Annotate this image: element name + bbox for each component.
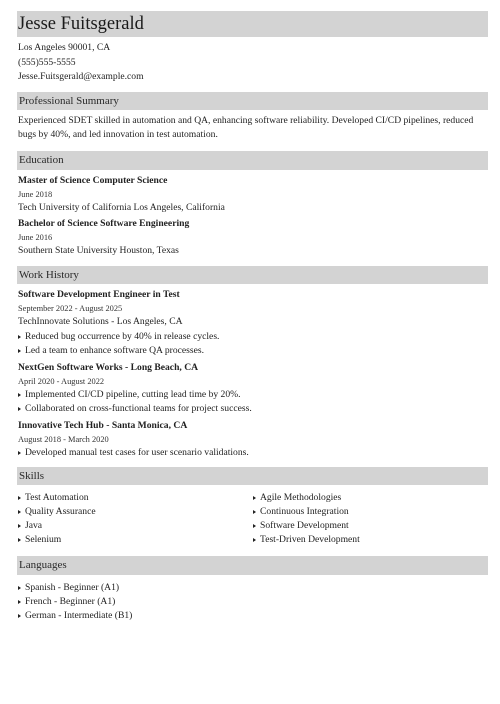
job-bullet <box>18 402 488 416</box>
degree-date: June 2016 <box>18 233 53 242</box>
bullet-icon <box>253 538 256 542</box>
skill-item <box>18 533 253 547</box>
job-date: August 2018 - March 2020 <box>18 434 109 444</box>
contact-phone: (555)555-5555 <box>18 56 76 68</box>
bullet-icon <box>18 510 21 514</box>
job-company: TechInnovate Solutions - Los Angeles, CA <box>18 316 183 327</box>
skill-item <box>253 491 488 505</box>
section-header-work-history: Work History <box>17 266 488 285</box>
bullet-icon <box>18 451 21 455</box>
skill-text: Test-Driven Development <box>260 534 360 545</box>
skill-text: Test Automation <box>25 492 89 503</box>
job-title: Innovative Tech Hub - Santa Monica, CA <box>18 419 188 431</box>
section-header-summary: Professional Summary <box>17 92 488 111</box>
job-bullet-text: Collaborated on cross-functional teams for project success. <box>25 402 252 414</box>
bullet-icon <box>18 586 21 590</box>
degree-school: Southern State University Houston, Texas <box>18 245 179 256</box>
degree-school: Tech University of California Los Angeles, California <box>18 201 225 213</box>
section-header-education: Education <box>17 151 488 170</box>
degree-title: Bachelor of Science Software Engineering <box>18 218 190 229</box>
skill-item <box>253 533 488 547</box>
job-title: NextGen Software Works - Long Beach, CA <box>18 361 199 373</box>
work-list <box>18 288 488 460</box>
skill-item <box>18 519 253 533</box>
bullet-icon <box>18 407 21 411</box>
bullet-icon <box>18 600 21 604</box>
bullet-icon <box>253 524 256 528</box>
language-item <box>18 609 488 623</box>
skill-text: Continuous Integration <box>260 506 349 517</box>
candidate-name: Jesse Fuitsgerald <box>18 14 144 34</box>
job-title: Software Development Engineer in Test <box>18 289 180 300</box>
language-item <box>18 595 488 609</box>
education-item <box>18 174 488 216</box>
language-item <box>18 581 488 595</box>
skill-item <box>18 491 253 505</box>
skills-left <box>18 491 253 547</box>
job-bullet <box>18 330 488 344</box>
contact-address: Los Angeles 90001, CA <box>18 42 111 53</box>
language-text: French - Beginner (A1) <box>25 595 116 607</box>
bullet-icon <box>18 393 21 397</box>
language-text: German - Intermediate (B1) <box>25 609 133 621</box>
skill-text: Java <box>25 520 43 531</box>
education-list <box>18 174 488 259</box>
job-bullet-text: Reduced bug occurrence by 40% in release cycles. <box>25 330 220 342</box>
job-bullet-text: Implemented CI/CD pipeline, cutting lead time by 20%. <box>25 388 241 400</box>
job-item <box>18 288 488 358</box>
job-bullets <box>18 330 488 358</box>
summary-text: Experienced SDET skilled in automation and QA, enhancing software reliability. Developed CI/CD pipelines, reduced bugs by 40%, and led innovation in test automation. <box>18 115 474 140</box>
job-item <box>18 361 488 416</box>
contact-email: Jesse.Fuitsgerald@example.com <box>18 71 144 82</box>
section-header-languages: Languages <box>17 556 488 575</box>
job-item <box>18 419 488 460</box>
job-bullets <box>18 388 488 416</box>
bullet-icon <box>18 538 21 542</box>
skill-text: Selenium <box>25 534 62 545</box>
job-date: April 2020 - August 2022 <box>18 376 105 386</box>
degree-date: June 2018 <box>18 189 53 199</box>
job-bullets <box>18 446 488 460</box>
name-header <box>17 11 488 37</box>
language-text: Spanish - Beginner (A1) <box>25 581 120 593</box>
job-bullet <box>18 446 488 460</box>
degree-title: Master of Science Computer Science <box>18 174 168 186</box>
bullet-icon <box>18 614 21 618</box>
bullet-icon <box>18 524 21 528</box>
skill-item <box>253 519 488 533</box>
section-header-skills: Skills <box>17 467 488 486</box>
skill-item <box>18 505 253 519</box>
skills-right <box>253 491 488 547</box>
skill-item <box>253 505 488 519</box>
bullet-icon <box>253 510 256 514</box>
bullet-icon <box>18 496 21 500</box>
job-bullet <box>18 388 488 402</box>
job-bullet-text: Developed manual test cases for user scenario validations. <box>25 446 249 458</box>
bullet-icon <box>18 335 21 339</box>
skill-text: Software Development <box>260 520 349 531</box>
skills-columns <box>18 491 488 547</box>
education-item <box>18 217 488 259</box>
contact-info <box>18 41 488 85</box>
job-bullet <box>18 344 488 358</box>
bullet-icon <box>18 349 21 353</box>
skill-text: Agile Methodologies <box>260 492 342 503</box>
languages-list <box>18 581 488 623</box>
bullet-icon <box>253 496 256 500</box>
job-date: September 2022 - August 2025 <box>18 304 123 313</box>
skill-text: Quality Assurance <box>25 506 96 517</box>
job-bullet-text: Led a team to enhance software QA processes. <box>25 344 205 356</box>
